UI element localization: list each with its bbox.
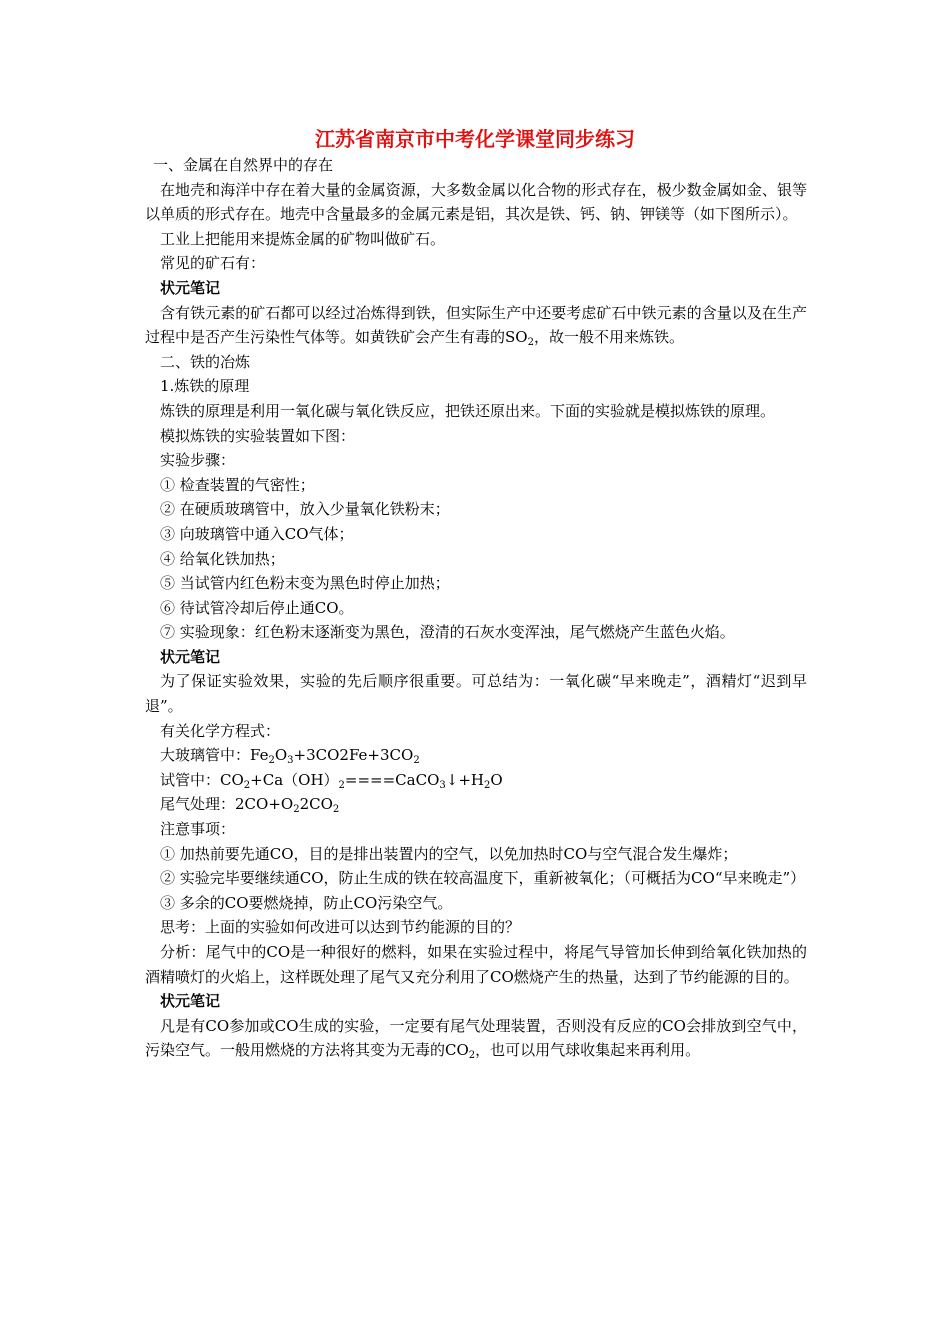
note-heading-2: 状元笔记 (160, 647, 221, 666)
section2-paragraph-1: 炼铁的原理是利用一氧化碳与氧化铁反应，把铁还原出来。下面的实验就是模拟炼铁的原理。 (160, 401, 776, 420)
note-paragraph-2: 为了保证实验效果，实验的先后顺序很重要。可总结为：一氧化碳“早来晚走”，酒精灯“迟到早退”。 (145, 672, 807, 716)
think-question: 思考：上面的实验如何改进可以达到节约能源的目的？ (160, 918, 521, 937)
attention-item-1: ① 加热前要先通CO，目的是排出装置内的空气，以免加热时CO与空气混合发生爆炸； (160, 844, 738, 863)
steps-label: 实验步骤： (160, 451, 236, 470)
section1-paragraph-3: 常见的矿石有： (160, 254, 266, 273)
section1-heading: 一、金属在自然界中的存在 (153, 156, 334, 174)
equations-label: 有关化学方程式： (160, 721, 281, 740)
page-title: 江苏省南京市中考化学课堂同步练习 (315, 127, 635, 151)
note-paragraph-3: 凡是有CO参加或CO生成的实验，一定要有尾气处理装置，否则没有反应的CO会排放到空气中，污染空气。一般用燃烧的方法将其变为无毒的$CO_2$，也可以用气球收集起来再利用。 (145, 1016, 807, 1062)
section1-paragraph-2: 工业上把能用来提炼金属的矿物叫做矿石。 (160, 229, 446, 248)
step-item: ⑤ 当试管内红色粉末变为黑色时停止加热； (160, 574, 450, 593)
attention-label: 注意事项： (160, 820, 236, 839)
note-heading-3: 状元笔记 (160, 992, 221, 1011)
step-item: ① 检查装置的气密性； (160, 475, 315, 494)
section2-subheading: 1.炼铁的原理 (160, 377, 250, 396)
section2-paragraph-2: 模拟炼铁的实验装置如下图： (160, 426, 356, 445)
equation-3: 尾气处理：$2CO+O_22CO_2$ (160, 795, 340, 816)
step-item: ④ 给氧化铁加热； (160, 549, 285, 568)
document-body (145, 153, 807, 1063)
step-item: ⑥ 待试管冷却后停止通CO。 (160, 598, 354, 617)
step-item: ② 在硬质玻璃管中，放入少量氧化铁粉末； (160, 500, 450, 519)
attention-item-3: ③ 多余的CO要燃烧掉，防止CO污染空气。 (160, 893, 453, 912)
step-item: ⑦ 实验现象：红色粉末逐渐变为黑色，澄清的石灰水变浑浊，尾气燃烧产生蓝色火焰。 (160, 623, 735, 642)
note-paragraph-1: 含有铁元素的矿石都可以经过冶炼得到铁，但实际生产中还要考虑矿石中铁元素的含量以及在生产过程中是否产生污染性气体等。如黄铁矿会产生有毒的$SO_2$，故一般不用来炼铁。 (145, 303, 807, 349)
section2-heading: 二、铁的冶炼 (160, 352, 251, 371)
equation-2: 试管中：$CO_2+Ca(OH)_2====CaCO_3↓+H_2O$ (160, 770, 503, 791)
step-item: ③ 向玻璃管中通入CO气体； (160, 524, 354, 543)
equation-1: 大玻璃管中：$Fe_2O_3+3CO2Fe+3CO_2$ (160, 746, 420, 767)
section1-paragraph-1: 在地壳和海洋中存在着大量的金属资源，大多数金属以化合物的形式存在，极少数金属如金、银等以单质的形式存在。地壳中含量最多的金属元素是铝，其次是铁、钙、钠、钾镁等（如下图所示）。 (145, 180, 807, 224)
note-heading-1: 状元笔记 (160, 278, 221, 297)
attention-item-2: ② 实验完毕要继续通CO，防止生成的铁在较高温度下，重新被氧化；（可概括为CO“早来晚走”） (160, 869, 806, 888)
analysis-paragraph: 分析：尾气中的CO是一种很好的燃料，如果在实验过程中，将尾气导管加长伸到给氧化铁加热的酒精喷灯的火焰上，这样既处理了尾气又充分利用了CO燃烧产生的热量，达到了节约能源的目的。 (145, 943, 807, 986)
